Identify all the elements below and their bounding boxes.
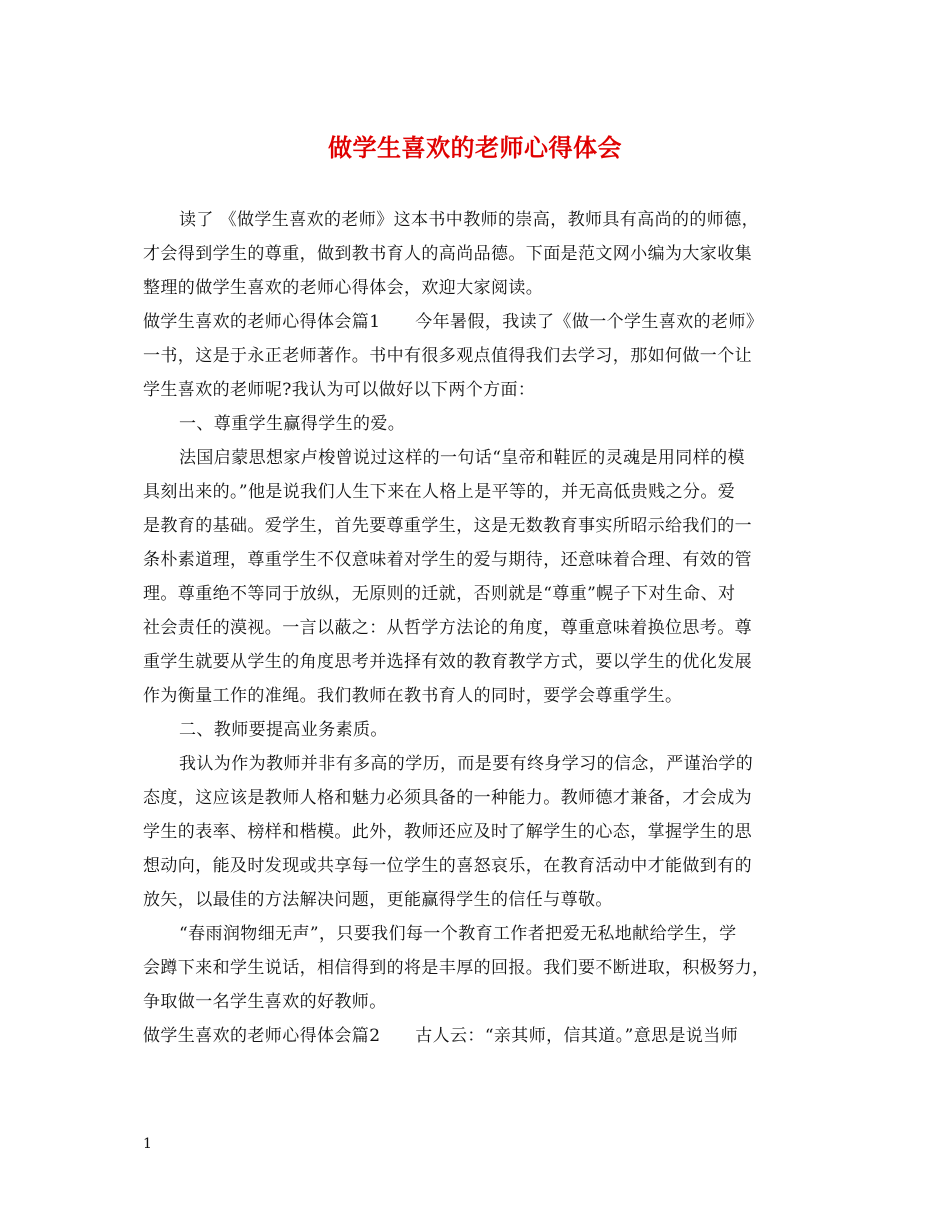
body-line: 理。尊重绝不等同于放纵，无原则的迁就，否则就是“尊重”幌子下对生命、对 xyxy=(143,584,736,604)
body-line: 态度，这应该是教师人格和魅力必须具备的一种能力。教师德才兼备，才会成为 xyxy=(143,788,752,808)
subheading-line: 一、尊重学生赢得学生的爱。 xyxy=(179,414,406,434)
body-line: 才会得到学生的尊重，做到教书育人的高尚品德。下面是范文网小编为大家收集 xyxy=(143,244,752,264)
body-line: 一书，这是于永正老师著作。书中有很多观点值得我们去学习，那如何做一个让 xyxy=(143,346,752,366)
body-line: 整理的做学生喜欢的老师心得体会，欢迎大家阅读。 xyxy=(143,278,544,298)
document-body xyxy=(143,203,827,1053)
body-line: 会蹲下来和学生说话，相信得到的将是丰厚的回报。我们要不断进取，积极努力， xyxy=(143,958,770,978)
body-line: 争取做一名学生喜欢的好教师。 xyxy=(143,992,387,1012)
body-line: 学生的表率、榜样和楷模。此外，教师还应及时了解学生的心态，掌握学生的思 xyxy=(143,822,752,842)
body-line: “春雨润物细无声”，只要我们每一个教育工作者把爱无私地献给学生，学 xyxy=(179,924,737,944)
page-number: 1 xyxy=(143,1136,152,1152)
body-line: 重学生就要从学生的角度思考并选择有效的教育教学方式，要以学生的优化发展 xyxy=(143,652,752,672)
body-line: 读了 《做学生喜欢的老师》这本书中教师的崇高，教师具有高尚的的师德， xyxy=(179,210,760,230)
body-line: 具刻出来的。”他是说我们人生下来在人格上是平等的，并无高低贵贱之分。爱 xyxy=(143,482,736,502)
body-line: 我认为作为教师并非有多高的学历，而是要有终身学习的信念，严谨治学的 xyxy=(179,754,754,774)
section-heading-line: 做学生喜欢的老师心得体会篇1 今年暑假，我读了《做一个学生喜欢的老师》 xyxy=(143,312,764,332)
body-line: 想动向，能及时发现或共享每一位学生的喜怒哀乐，在教育活动中才能做到有的 xyxy=(143,856,752,876)
body-line: 条朴素道理，尊重学生不仅意味着对学生的爱与期待，还意味着合理、有效的管 xyxy=(143,550,752,570)
body-line: 放矢，以最佳的方法解决问题，更能赢得学生的信任与尊敬。 xyxy=(143,890,613,910)
body-line: 法国启蒙思想家卢梭曾说过这样的一句话“皇帝和鞋匠的灵魂是用同样的模 xyxy=(179,448,745,468)
body-line: 社会责任的漠视。一言以蔽之：从哲学方法论的角度，尊重意味着换位思考。尊 xyxy=(143,618,752,638)
body-line: 学生喜欢的老师呢?我认为可以做好以下两个方面： xyxy=(143,380,536,400)
body-line: 作为衡量工作的准绳。我们教师在教书育人的同时，要学会尊重学生。 xyxy=(143,686,683,706)
document-title: 做学生喜欢的老师心得体会 xyxy=(328,133,622,162)
body-line: 是教育的基础。爱学生，首先要尊重学生，这是无数教育事实所昭示给我们的一 xyxy=(143,516,752,536)
subheading-line: 二、教师要提高业务素质。 xyxy=(179,720,388,740)
section-heading-line: 做学生喜欢的老师心得体会篇2 古人云：“亲其师，信其道。”意思是说当师 xyxy=(143,1026,739,1046)
